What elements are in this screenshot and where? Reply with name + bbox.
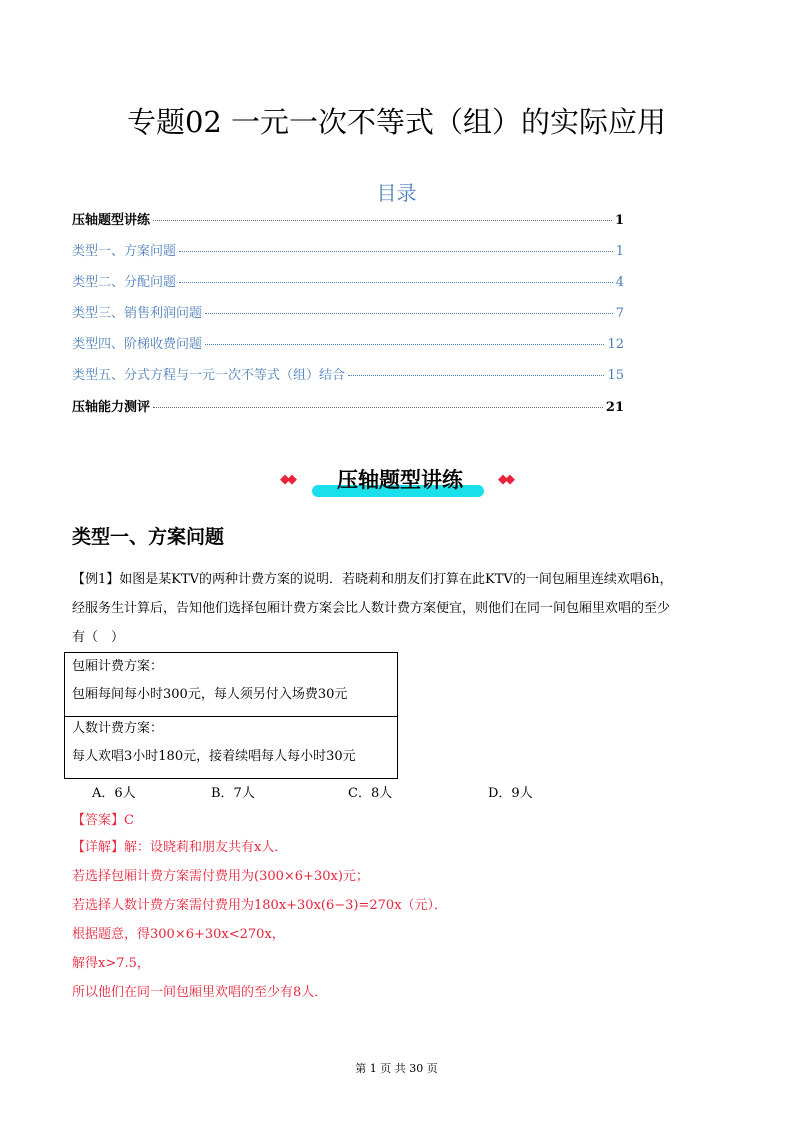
toc-item[interactable] — [72, 209, 624, 228]
question-line: 有（ ） — [72, 630, 125, 645]
option-a: A．6人 — [92, 786, 136, 801]
box-text: 包厢每间每小时300元，每人须另付入场费30元 — [72, 687, 348, 702]
toc-leader — [205, 344, 604, 345]
option-b: B．7人 — [211, 786, 255, 801]
diamond-icon: ◆◆ — [280, 472, 294, 487]
solution-line: 若选择人数计费方案需付费用为180x+30x(6−3)=270x（元）． — [72, 898, 448, 913]
toc-leader — [179, 282, 613, 283]
toc-page: 7 — [615, 306, 624, 321]
toc-label: 类型三、销售利润问题 — [72, 306, 203, 321]
solution-line: 若选择包厢计费方案需付费用为(300×6+30x)元； — [72, 869, 369, 884]
page-title: 专题02 一元一次不等式（组）的实际应用 — [126, 105, 667, 139]
solution-line: 解得x>7.5， — [72, 956, 150, 971]
toc-item[interactable] — [72, 240, 624, 259]
toc-page: 1 — [615, 244, 624, 259]
question-line: 经服务生计算后，告知他们选择包厢计费方案会比人数计费方案便宜，则他们在同一间包厢里欢唱的至少 — [72, 601, 671, 616]
toc-item[interactable] — [72, 302, 624, 321]
answer: 【答案】C — [72, 813, 134, 828]
toc-item[interactable] — [72, 271, 624, 290]
toc-label: 类型四、阶梯收费问题 — [72, 337, 203, 352]
question-line: 【例1】如图是某KTV的两种计费方案的说明．若晓莉和朋友们打算在此KTV的一间包厢里连续欢唱6h， — [72, 572, 673, 587]
box-title: 包厢计费方案： — [72, 659, 164, 674]
option-c: C．8人 — [348, 786, 393, 801]
toc-leader — [179, 251, 613, 252]
toc-page: 21 — [605, 400, 624, 415]
toc-item[interactable] — [72, 396, 624, 415]
toc-item[interactable] — [72, 364, 624, 383]
pricing-box-person — [64, 715, 398, 779]
solution-line: 根据题意，得300×6+30x<270x， — [72, 927, 285, 942]
section-heading: 类型一、方案问题 — [72, 526, 225, 548]
toc-page: 12 — [607, 337, 624, 352]
toc-leader — [153, 407, 603, 408]
pricing-box-room — [64, 652, 398, 717]
page-footer: 第 1 页 共 30 页 — [355, 1062, 438, 1075]
toc-label: 类型五、分式方程与一元一次不等式（组）结合 — [72, 368, 346, 383]
box-text: 每人欢唱3小时180元，接着续唱每人每小时30元 — [72, 749, 356, 764]
section-banner — [280, 462, 520, 502]
toc-label: 类型二、分配问题 — [72, 275, 177, 290]
box-title: 人数计费方案： — [72, 721, 164, 736]
toc-page: 15 — [607, 368, 624, 383]
toc-leader — [348, 375, 604, 376]
example-question — [72, 565, 722, 652]
toc-heading: 目录 — [376, 181, 417, 205]
option-d: D．9人 — [488, 786, 533, 801]
solution-line: 【详解】解：设晓莉和朋友共有x人． — [72, 840, 288, 855]
toc-page: 1 — [614, 213, 624, 228]
toc-label: 类型一、方案问题 — [72, 244, 177, 259]
toc-label: 压轴能力测评 — [72, 400, 151, 415]
toc-leader — [205, 313, 613, 314]
toc-item[interactable] — [72, 333, 624, 352]
diamond-icon: ◆◆ — [498, 472, 512, 487]
toc-label: 压轴题型讲练 — [72, 213, 151, 228]
toc-leader — [153, 220, 612, 221]
toc-page: 4 — [615, 275, 624, 290]
solution-line: 所以他们在同一间包厢里欢唱的至少有8人． — [72, 985, 328, 1000]
solution — [72, 833, 722, 1007]
banner-text: 压轴题型讲练 — [337, 468, 463, 492]
